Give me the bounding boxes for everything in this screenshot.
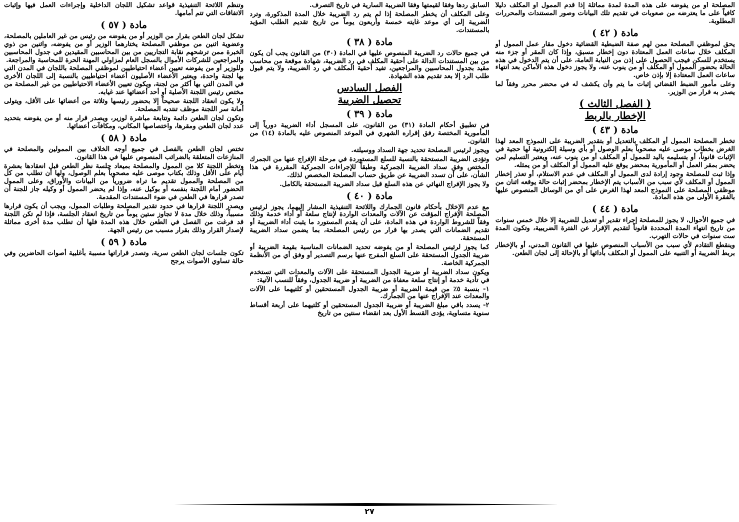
footer-divider [174,503,559,506]
paragraph: وتؤدى الضريبة المستحقة بالنسبة للسلع المستوردة في مرحلة الإفراج عنها من الجمرك المختص وفق سداد الضريبة الجمركية وطبقاً للإجراءات الجمركية المقررة في هذا الشأن، على أن تسدد الضريبة عن طريق حساب المصلحة المخصص لذلك. [249,154,490,179]
page-footer [0,497,739,519]
article-heading-58: مادة ( ٥٨ ) [100,132,147,144]
article-heading-44: مادة ( ٤٤ ) [592,204,639,216]
article-heading-57: مادة ( ٥٧ ) [100,19,147,31]
article-heading-43: مادة ( ٤٣ ) [592,125,639,137]
paragraph: في تطبيق أحكام المادة (٣١) من القانون، على المسجل أداء الضريبة دورياً إلى المأمورية المختصة رفق إقراره الشهري في الموعد المنصوص عليه بالمادة (١٤) من القانون. [249,121,490,146]
paragraph: السابق ردها وفقاً لقيمتها وفقاً الضريبة السارية في تاريخ التصرف. [309,2,490,9]
paragraph: كما يجوز لرئيس المصلحة أو من يفوضه تحديد الضمانات المناسبة بقيمة الضريبة أو ضريبة الجدول المستحقة على السلع المفرج عنها برسم التصدير أو وفق أي من الأنظمة الجمركية الخاصة. [249,243,490,267]
paragraph: يحق لموظفي المصلحة ممن لهم صفة الضبطية القضائية دخول مقار عمل الممول أو المكلف خلال ساعات العمل المعتادة دون إخطار مسبق، وإذا كان المقر أو جزء منه يستخدم للسكن فيجب الحصول على إذن من النيابة العامة، على أن يتم الدخول في هذه الحالة بحضور الممول أو المكلف أو من ينوب عنه، ولا يجوز دخول هذه الأماكن بعد انتهاء ساعات العمل المعتادة إلا بإذن خاص. [495,39,736,80]
column-left [495,2,735,494]
document-page [4,2,735,494]
article-heading-38: مادة ( ٣٨ ) [346,36,393,48]
paragraph: وينقطع التقادم لأي سبب من الأسباب المنصوص عليها في القانون المدني، أو بالإخطار بربط الضريبة أو التنبيه على الممول أو المكلف بأدائها أو بالإحالة إلى لجان الطعن. [495,241,736,257]
column-middle [250,2,490,494]
paragraph: ويصدر اللجنة قرارها في حدود تقدير المصلحة وطلبات الممول، ويجب أن يكون قرارها مسبباً، وذلك خلال مدة لا تجاوز ستين يوماً من تاريخ انعقاد الجلسة، فإذا لم تكن اللجنة قد فرغت من الفصل في الطعن خلال هذه المدة فلها أن تطلب مدة أخرى مماثلة لإصدار القرار وذلك بقرار مسبب من رئيس الجهة. [4,202,244,234]
paragraph: وإذا ثبت للمصلحة وجود إرادة لدى الممول أو المكلف في عدم الاستلام، أو تعذر إخطار الممول أو المكلف لأي سبب من الأسباب يتم الإخطار بمحضر إثبات حالة يوقعه اثنان من موظفي المصلحة على النموذج المعد لهذا الغرض على أي من الوسائل المنصوص عليها بالفقرة الأولى من هذه المادة. [495,169,736,202]
paragraph: ٢- يسدد باقي مبلغ الضريبة أو ضريبة الجدول المستحقين أو كلتيهما على أربعة أقساط سنوية متساوية، يؤدى القسط الأول بعد انقضاء سنتين من تاريخ [249,301,490,318]
paragraph: وتخطر اللجنة كلا من الممول والمصلحة بميعاد جلسة نظر الطعن قبل انعقادها بعشرة أيام على الأقل وذلك بكتاب موصى عليه مصحوباً بعلم الوصول، ولها أن تطلب من كل من المصلحة والممول تقديم ما تراه ضرورياً من البيانات والأوراق، وعلى الممول الحضور أمام اللجنة بنفسه أو بوكيل عنه، وإذا لم يحضر الممول أو وكيله جاز للجنة أن تصدر قرارها في الطعن في ضوء المستندات المقدمة. [4,161,244,202]
paragraph: ١- بنسبة ٥٪ من قيمة الضريبة أو ضريبة الجدول المستحقين أو كلتيهما على الآلات والمعدات عند الإفراج عنها من الجمارك. [249,284,490,301]
paragraph: ويجوز لرئيس المصلحة تحديد جهة السداد ووسيلته. [351,145,490,154]
paragraph: ولا يجوز الإفراج النهائي عن هذه السلع قبل سداد الضريبة المستحقة بالكامل. [279,179,490,188]
paragraph: ويكون سداد الضريبة أو ضريبة الجدول المستحقة على الآلات والمعدات التي تستخدم في تأدية خدمة أو إنتاج سلعة معفاة من الضريبة أو ضريبة الجدول، وفقاً للنسب الآتية: [249,267,490,284]
paragraph: مع عدم الإخلال بأحكام قانون الجمارك واللائحة التنفيذية المشار إليهما، يجوز لرئيس المصلحة الإفراج المؤقت عن الآلات والمعدات الواردة لإنتاج سلعة أو أداء خدمة وذلك وفقاً للشروط الواردة في هذه المادة، على أن يقدم المستورد ما يثبت أداء الضريبة أو تقديم الضمانات التي يصدر بها قرار من رئيس المصلحة، بما يضمن سداد الضريبة المستحقة. [249,202,490,243]
paragraph: في جميع الأحوال، لا يجوز للمصلحة إجراء تقدير أو تعديل للضريبة إلا خلال خمس سنوات من تاريخ انتهاء المدة المحددة قانوناً لتقديم الإقرار عن الفترة الضريبية، وتكون المدة ست سنوات في حالات التهرب. [495,216,736,241]
paragraph: تكون جلسات لجان الطعن سرية، وتصدر قراراتها مسببة بأغلبية أصوات الحاضرين وفي حالة تساوي الأصوات يرجح [4,248,244,265]
column-right [4,2,244,494]
page-number: ٢٧ [364,507,375,516]
chapter-subtitle: تحصيل الضريبة [337,95,402,107]
chapter-subtitle: الإخطار بالربط [584,111,646,123]
article-heading-39: مادة ( ٣٩ ) [346,109,393,121]
chapter-title: ( الفصل الثالث ) [579,99,652,111]
paragraph: ولا يكون انعقاد اللجنة صحيحاً إلا بحضور رئيسها وثلاثة من أعضائها على الأقل، ويتولى أمانة سر اللجنة موظف تنتدبه المصلحة. [4,97,244,113]
article-heading-59: مادة ( ٥٩ ) [100,236,147,248]
paragraph: تختص لجان الطعن بالفصل في جميع أوجه الخلاف بين الممولين والمصلحة في المنازعات المتعلقة بالضرائب المنصوص عليها في هذا القانون. [4,144,244,161]
paragraph: وعلى مأمور الضبط القضائي إثبات ما يتم وأن يكشف له في محضر محرر وفقاً لما يصدر به قرار من الوزير. [495,80,736,97]
paragraph: وتكون لجان الطعن دائمة وتتابعة مباشرة لوزير، ويصدر قرار منه أو من يفوضه بتحديد عدد لجان الطعن ومقرها، واختصاصها المكاني، ومكافآت أعضائها. [4,113,244,130]
paragraph: في جميع حالات رد الضريبة المنصوص عليها في المادة (٣٠) من القانون يجب أن يكون من بين المستندات الدالة على أحقية المكلف في رد الضريبة، شهادة موقعة من محاسب مقيد بجدول المحاسبين والمراجعين، تفيد أحقية المكلف في رد الضريبة، ولا يتم قبول طلب الرد إلا بعد تقديم هذه الشهادة. [249,48,490,81]
paragraph: تخطر المصلحة الممول أو المكلف بالتعديل أو بتقدير الضريبة على النموذج المعد لهذا الغرض بخطاب موصى عليه مصحوباً بعلم الوصول أو بأي وسيلة إلكترونية لها حجية في الإثبات قانوناً، أو بتسليمه باليد للممول أو المكلف أو من ينوب عنه، ويعتبر التسليم لمن يحضر بمقر العمل أو المأمورية بمحضر يوقع عليه الممول أو المكلف أو من يمثله. [495,137,736,169]
paragraph: وعلى المكلف أن يخطر المصلحة إذا لم يتم رد الضريبة خلال المدة المذكورة، وترد الضريبة إلى أي موعد غايته خمسة وأربعون يوماً من تاريخ تقديم الطلب المؤيد بالمستندات. [249,9,490,34]
paragraph: وتنظم اللائحة التنفيذية قواعد تشكيل اللجان الداخلية وإجراءات العمل فيها وإثبات الاتفاقات التي تتم أمامها. [4,2,244,17]
paragraph: المصلحة أو من يفوضه على هذه المدة لمدة مماثلة إذا قدم الممول أو المكلف دليلاً كافياً على ما يعترضه من صعوبات في تقديم تلك البيانات وصور المستندات والمحررات المطلوبة. [495,2,736,25]
article-heading-42: مادة ( ٤٢ ) [592,27,639,39]
article-heading-40: مادة ( ٤٠ ) [346,190,393,202]
paragraph: تشكل لجان الطعن بقرار من الوزير أو من يفوضه من رئيس من غير العاملين بالمصلحة، وعضوية اثنين من موظفي المصلحة يختارهما الوزير أو من يفوضه، واثنين من ذوي الخبرة ممن ترشحهم نقابة التجاريين من بين المحاسبين المقيدين في جدول المحاسبين والمراجعين للشركات الأموال بالسجل العام لمزاولي المهنة الحرة للمحاسبة والمراجعة. [4,31,244,64]
paragraph: وللوزير أو من يفوضه تعيين أعضاء احتياطيين لموظفي المصلحة باللجان في المدن التي بها لجنة واحدة، ويعتبر الأعضاء الأصليون أعضاء احتياطيين بالنسبة إلى اللجان الأخرى في المدن التي بها أكثر من لجنة، ويكون تعيين الأعضاء الاحتياطيين من غير المصلحة من مختص رئيس اللجنة الأصلية أو أحد أعضائها عند غيابه. [4,64,244,97]
chapter-title: الفصل السادس [336,83,403,95]
